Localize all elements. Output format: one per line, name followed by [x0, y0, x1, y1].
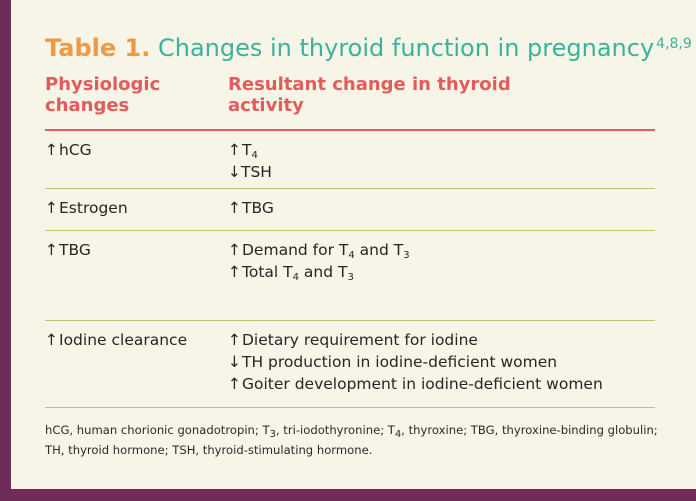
- bottom-accent-bar: [0, 489, 696, 501]
- physiologic-change-cell: ↑Iodine clearance: [45, 331, 188, 349]
- physiologic-change-cell: ↑TBG: [45, 241, 91, 259]
- resultant-change-cell: [228, 197, 658, 219]
- resultant-change-cell: [228, 139, 658, 183]
- table-row: [45, 321, 655, 407]
- up-arrow-icon: ↑: [228, 241, 241, 259]
- up-arrow-icon: ↑: [228, 375, 241, 393]
- table-container: [45, 28, 692, 460]
- resultant-change-cell: [228, 329, 658, 395]
- down-arrow-icon: ↓: [228, 163, 241, 181]
- table-header-row: [45, 74, 655, 129]
- result-line: ↑Goiter development in iodine-deficient women: [228, 375, 603, 393]
- table-title: [45, 28, 692, 64]
- result-line: ↓TSH: [228, 163, 272, 181]
- table-row: [45, 189, 655, 230]
- row-divider: [45, 407, 655, 408]
- physiologic-change-cell: ↑Estrogen: [45, 199, 128, 217]
- table-footnote: hCG, human chorionic gonadotropin; $T_3$, tri-iodothyronine; $T_4$, thyroxine; TBG, thyroxine-binding globulin; TH, thyroid hormone; TSH, thyroid-stimulating hormone.: [45, 423, 658, 457]
- up-arrow-icon: ↑: [45, 141, 58, 159]
- header-physiologic-changes: Physiologic changes: [45, 74, 161, 116]
- result-line: ↓TH production in iodine-deficient women: [228, 353, 558, 371]
- result-line: ↑Dietary requirement for iodine: [228, 331, 478, 349]
- up-arrow-icon: ↑: [228, 263, 241, 281]
- title-text: Changes in thyroid function in pregnancy: [157, 34, 655, 62]
- title-references: 4,8,9: [656, 36, 692, 52]
- resultant-change-cell: [228, 239, 658, 283]
- up-arrow-icon: ↑: [45, 331, 58, 349]
- result-line: ↑Demand for $T_4$ and $T_3$: [228, 241, 410, 261]
- up-arrow-icon: ↑: [45, 241, 58, 259]
- table-row: [45, 231, 655, 320]
- table-row: [45, 131, 655, 188]
- up-arrow-icon: ↑: [228, 331, 241, 349]
- result-line: $↑T_4$: [228, 141, 258, 161]
- up-arrow-icon: ↑: [228, 199, 241, 217]
- physiologic-change-cell: ↑hCG: [45, 141, 92, 159]
- header-resultant-change: Resultant change in thyroid activity: [228, 74, 511, 116]
- table-label: Table 1.: [45, 34, 151, 62]
- left-accent-bar: [0, 0, 11, 501]
- up-arrow-icon: ↑: [45, 199, 58, 217]
- result-line: ↑TBG: [228, 199, 274, 217]
- down-arrow-icon: ↓: [228, 353, 241, 371]
- result-line: ↑Total $T_4$ and $T_3$: [228, 263, 354, 283]
- up-arrow-icon: ↑: [228, 141, 241, 159]
